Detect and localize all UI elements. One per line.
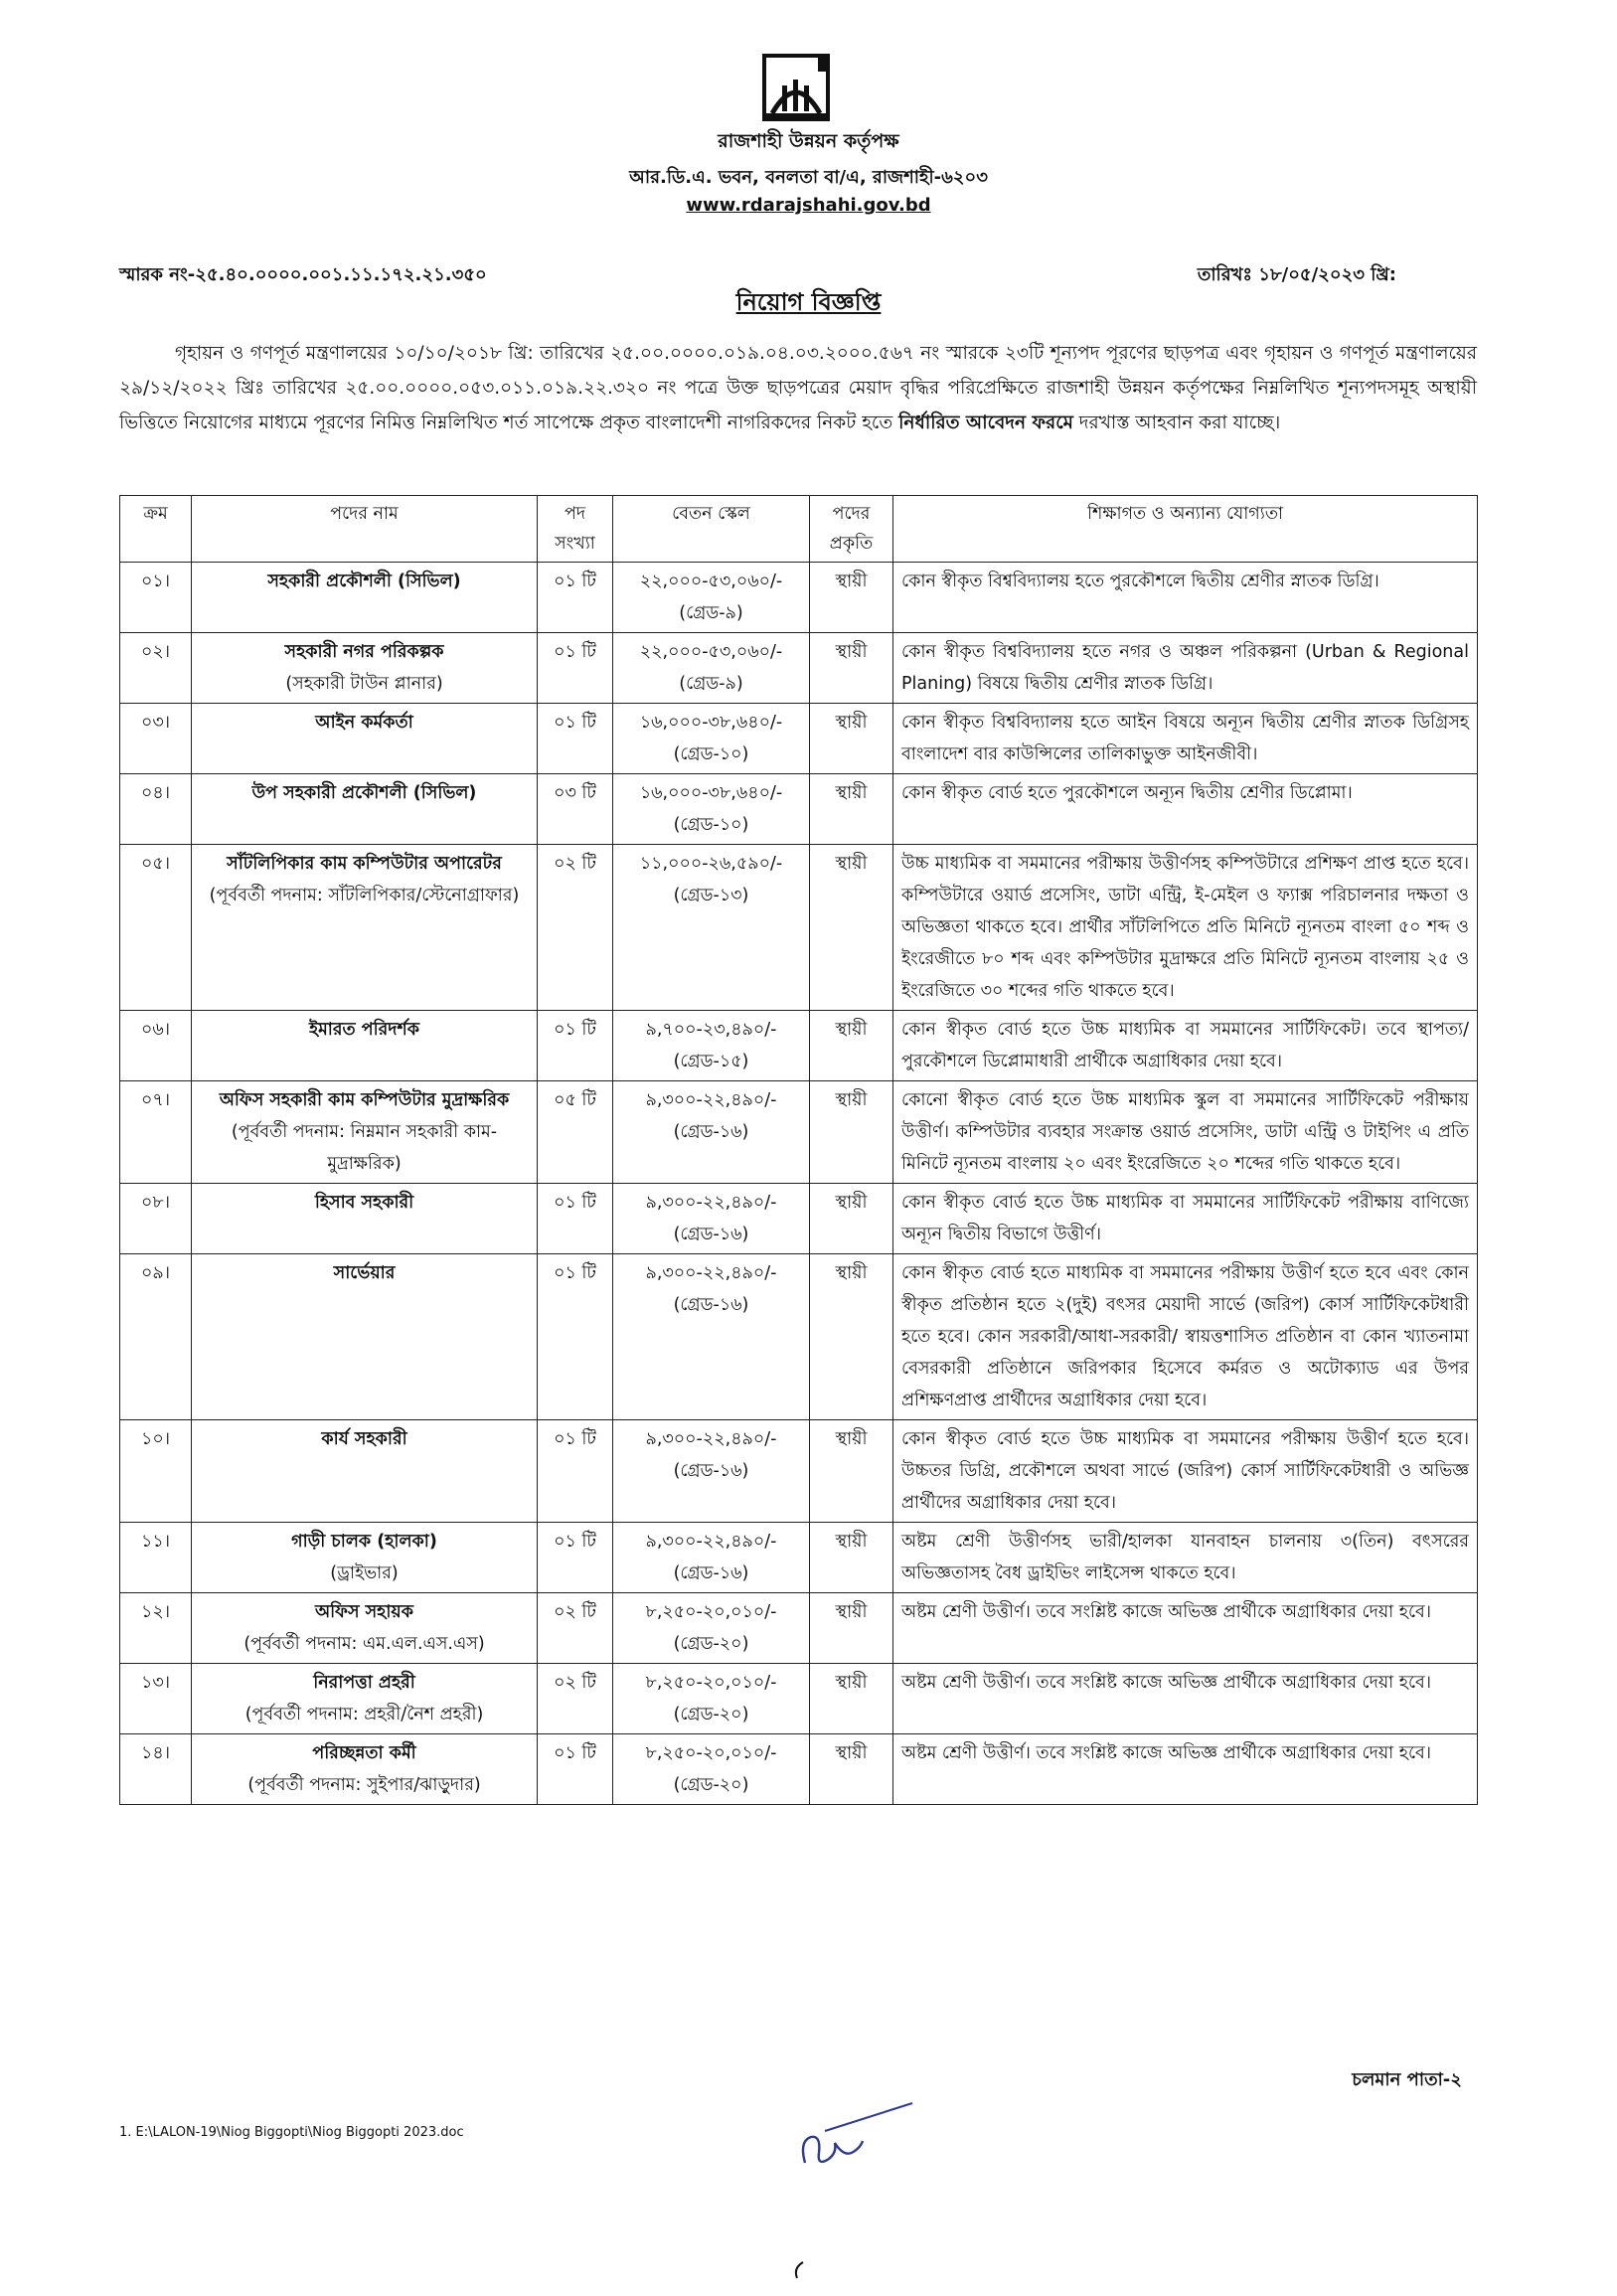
header-post-type: পদের প্রকৃতি [810, 496, 893, 563]
notice-date: তারিখঃ ১৮/০৫/২০২৩ খ্রি: [1197, 264, 1396, 285]
post-type-cell [810, 704, 893, 774]
serial-cell-sl: ০৪। [141, 783, 170, 803]
post-name-cell-title: গাড়ী চালক (হালকা) [291, 1532, 437, 1552]
post-count-cell-count: ০২ টি [554, 1602, 596, 1622]
post-type-cell-type: স্থায়ী [835, 1743, 868, 1763]
table-row [120, 1593, 1478, 1664]
serial-cell-sl: ০১। [141, 572, 170, 591]
post-name-cell-sub: (পূর্ববর্তী পদনাম: নিম্নমান সহকারী কাম-মুদ্রাক্ষরিক) [231, 1122, 498, 1174]
serial-cell-sl: ০৮। [141, 1193, 170, 1213]
serial-cell [120, 845, 192, 1011]
qualification-cell-qual: কোন স্বীকৃত বোর্ড হতে উচ্চ মাধ্যমিক বা সমমানের সার্টিফিকেট পরীক্ষায় বাণিজ্যে অন্যূন দ্বিতীয় বিভাগে উত্তীর্ণ। [901, 1193, 1469, 1244]
salary-cell [613, 563, 810, 633]
table-row [120, 1664, 1478, 1734]
serial-cell-sl: ১৪। [141, 1743, 170, 1763]
salary-cell [613, 1184, 810, 1254]
table-row [120, 1734, 1478, 1805]
post-type-cell-type: স্থায়ী [835, 642, 868, 662]
serial-cell [120, 1664, 192, 1734]
serial-cell [120, 704, 192, 774]
post-name-cell [192, 845, 538, 1011]
qualification-cell-qual: কোন স্বীকৃত বিশ্ববিদ্যালয় হতে নগর ও অঞ্চল পরিকল্পনা (Urban & Regional Planing) বিষয়ে দ্বিতীয় শ্রেণীর স্নাতক ডিগ্রি। [901, 642, 1469, 694]
post-count-cell [538, 1184, 613, 1254]
post-count-cell [538, 1593, 613, 1664]
serial-cell-sl: ০৫। [141, 854, 170, 874]
post-type-cell [810, 1184, 893, 1254]
post-count-cell [538, 704, 613, 774]
post-type-cell-type: স্থায়ী [835, 1602, 868, 1622]
post-name-cell-title: অফিস সহকারী কাম কম্পিউটার মুদ্রাক্ষরিক [219, 1090, 510, 1110]
qualification-cell-qual: অষ্টম শ্রেণী উত্তীর্ণ। তবে সংশ্লিষ্ট কাজে অভিজ্ঞ প্রার্থীকে অগ্রাধিকার দেয়া হবে। [901, 1602, 1432, 1622]
salary-cell [613, 1254, 810, 1420]
post-name-cell-title: পরিচ্ছন্নতা কর্মী [312, 1743, 416, 1763]
post-type-cell-type: স্থায়ী [835, 1263, 868, 1283]
qualification-cell-qual: কোন স্বীকৃত বোর্ড হতে পুরকৌশলে অন্যূন দ্বিতীয় শ্রেণীর ডিপ্লোমা। [901, 783, 1353, 803]
org-name: রাজশাহী উন্নয়ন কর্তৃপক্ষ [718, 130, 899, 152]
table-row [120, 1523, 1478, 1593]
serial-cell-sl: ১১। [141, 1532, 170, 1552]
continued-page-note: চলমান পাতা-২ [1352, 2069, 1462, 2090]
post-name-cell-title: সার্ভেয়ার [333, 1263, 396, 1283]
post-type-cell-type: স্থায়ী [835, 1673, 868, 1693]
post-name-cell [192, 1734, 538, 1805]
file-path: 1. E:\LALON-19\Niog Biggopti\Niog Biggopti 2023.doc [119, 2125, 464, 2140]
serial-cell-sl: ০৭। [140, 1090, 170, 1110]
post-name-cell [192, 774, 538, 845]
serial-cell [120, 1593, 192, 1664]
post-name-cell [192, 563, 538, 633]
serial-cell-sl: ০২। [140, 642, 170, 662]
serial-cell [120, 1184, 192, 1254]
salary-cell-grade: (গ্রেড-১৬) [673, 1225, 749, 1244]
post-name-cell-title: নিরাপত্তা প্রহরী [313, 1673, 415, 1693]
salary-cell [613, 1734, 810, 1805]
post-count-cell-count: ০২ টি [554, 854, 596, 874]
serial-cell [120, 1011, 192, 1081]
header-post-name: পদের নাম [192, 496, 538, 563]
signature-icon [785, 2093, 944, 2193]
post-type-cell [810, 563, 893, 633]
table-row [120, 1011, 1478, 1081]
post-type-cell [810, 1081, 893, 1184]
salary-cell-grade: (গ্রেড-১৫) [673, 1052, 749, 1071]
post-type-cell-type: স্থায়ী [835, 783, 868, 803]
post-count-cell [538, 1011, 613, 1081]
salary-cell-grade: (গ্রেড-১৬) [673, 1563, 749, 1583]
table-row [120, 1420, 1478, 1523]
post-name-cell [192, 1593, 538, 1664]
post-name-cell [192, 1254, 538, 1420]
post-type-cell [810, 1593, 893, 1664]
serial-cell-sl: ১২। [141, 1602, 170, 1622]
salary-cell-grade: (গ্রেড-৯) [679, 674, 743, 694]
qualification-cell [893, 774, 1478, 845]
post-count-cell [538, 563, 613, 633]
post-count-cell [538, 1420, 613, 1523]
intro-paragraph [119, 336, 1477, 440]
salary-cell-salary: ২২,০০০-৫৩,০৬০/- [639, 642, 783, 662]
salary-cell-salary: ৯,৩০০-২২,৪৯০/- [645, 1090, 777, 1110]
table-row [120, 704, 1478, 774]
post-name-cell [192, 704, 538, 774]
post-type-cell [810, 845, 893, 1011]
post-name-cell [192, 1184, 538, 1254]
post-count-cell [538, 845, 613, 1011]
post-type-cell-type: স্থায়ী [835, 713, 868, 733]
serial-cell-sl: ১৩। [141, 1673, 170, 1693]
post-type-cell [810, 633, 893, 704]
org-address: আর.ডি.এ. ভবন, বনলতা বা/এ, রাজশাহী-৬২০৩ [629, 167, 988, 188]
post-name-cell [192, 1420, 538, 1523]
post-count-cell-count: ০১ টি [554, 1532, 596, 1552]
salary-cell-grade: (গ্রেড-১৬) [673, 1122, 749, 1142]
post-name-cell-title: অফিস সহায়ক [315, 1602, 413, 1622]
salary-cell-salary: ৮,২৫০-২০,০১০/- [645, 1602, 777, 1622]
post-type-cell-type: স্থায়ী [835, 1429, 868, 1449]
post-type-cell-type: স্থায়ী [835, 1193, 868, 1213]
salary-cell-salary: ১১,০০০-২৬,৫৯০/- [639, 854, 783, 874]
qualification-cell [893, 845, 1478, 1011]
salary-cell [613, 704, 810, 774]
post-name-cell-title: সহকারী প্রকৌশলী (সিভিল) [267, 572, 461, 591]
post-name-cell-sub: (পূর্ববর্তী পদনাম: সুইপার/ঝাড়ুদার) [247, 1775, 481, 1795]
qualification-cell [893, 633, 1478, 704]
salary-cell [613, 633, 810, 704]
post-name-cell-title: হিসাব সহকারী [314, 1193, 414, 1213]
qualification-cell-qual: অষ্টম শ্রেণী উত্তীর্ণ। তবে সংশ্লিষ্ট কাজে অভিজ্ঞ প্রার্থীকে অগ্রাধিকার দেয়া হবে। [901, 1673, 1432, 1693]
post-name-cell-title: আইন কর্মকর্তা [315, 713, 413, 733]
salary-cell-salary: ৮,২৫০-২০,০১০/- [645, 1743, 777, 1763]
post-count-cell-count: ০১ টি [554, 642, 596, 662]
table-row [120, 633, 1478, 704]
post-type-cell [810, 1011, 893, 1081]
serial-cell-sl: ০৯। [141, 1263, 170, 1283]
intro-bold-text: নির্ধারিত আবেদন ফরমে [898, 412, 1073, 433]
post-type-cell [810, 1523, 893, 1593]
post-name-cell-title: ইমারত পরিদর্শক [308, 1020, 420, 1040]
post-name-cell [192, 1081, 538, 1184]
qualification-cell [893, 704, 1478, 774]
salary-cell [613, 1420, 810, 1523]
qualification-cell-qual: কোনো স্বীকৃত বোর্ড হতে উচ্চ মাধ্যমিক স্কুল বা সমমানের সার্টিফিকেট পরীক্ষায় উত্তীর্ণ। কম্পিউটার ব্যবহার সংক্রান্ত ওয়ার্ড প্রসেসিং, ডাটা এন্ট্রি ও টাইপিং এ প্রতি মিনিটে ন্যূনতম বাংলায় ২০ এবং ইংরেজিতে ২০ শব্দের গতি থাকতে হবে। [901, 1090, 1469, 1174]
post-name-cell [192, 633, 538, 704]
post-name-cell-title: উপ সহকারী প্রকৌশলী (সিভিল) [251, 783, 477, 803]
post-type-cell-type: স্থায়ী [835, 1020, 868, 1040]
post-count-cell-count: ০৩ টি [554, 783, 596, 803]
qualification-cell-qual: অষ্টম শ্রেণী উত্তীর্ণসহ ভারী/হালকা যানবাহন চালনায় ৩(তিন) বৎসরের অভিজ্ঞতাসহ বৈধ ড্রাইভিং লাইসেন্স থাকতে হবে। [901, 1532, 1469, 1583]
post-count-cell-count: ০১ টি [554, 1263, 596, 1283]
post-count-cell-count: ০১ টি [554, 1193, 596, 1213]
post-type-cell [810, 1734, 893, 1805]
post-count-cell-count: ০১ টি [554, 572, 596, 591]
salary-cell-salary: ৯,৩০০-২২,৪৯০/- [645, 1263, 777, 1283]
table-row [120, 1254, 1478, 1420]
post-name-cell [192, 1011, 538, 1081]
salary-cell-salary: ১৬,০০০-৩৮,৬৪০/- [639, 713, 783, 733]
org-website: www.rdarajshahi.gov.bd [686, 195, 931, 216]
salary-cell-grade: (গ্রেড-২০) [673, 1775, 749, 1795]
post-type-cell-type: স্থায়ী [835, 1090, 868, 1110]
serial-cell [120, 774, 192, 845]
table-row [120, 845, 1478, 1011]
post-count-cell-count: ০১ টি [554, 1429, 596, 1449]
table-row [120, 774, 1478, 845]
salary-cell-grade: (গ্রেড-১৩) [673, 886, 749, 905]
qualification-cell [893, 563, 1478, 633]
post-type-cell-type: স্থায়ী [835, 572, 868, 591]
post-name-cell-sub: (পূর্ববর্তী পদনাম: প্রহরী/নৈশ প্রহরী) [244, 1705, 484, 1724]
serial-cell [120, 1420, 192, 1523]
salary-cell-salary: ৮,২৫০-২০,০১০/- [645, 1673, 777, 1693]
qualification-cell-qual: কোন স্বীকৃত বোর্ড হতে উচ্চ মাধ্যমিক বা সমমানের পরীক্ষায় উত্তীর্ণ হতে হবে। উচ্চতর ডিগ্রি, প্রকৌশলে অথবা সার্ভে (জরিপ) কোর্স সার্টিফিকেটধারী ও অভিজ্ঞ প্রার্থীদের অগ্রাধিকার দেয়া হবে। [901, 1429, 1469, 1513]
qualification-cell [893, 1523, 1478, 1593]
qualification-cell-qual: কোন স্বীকৃত বিশ্ববিদ্যালয় হতে পুরকৌশলে দ্বিতীয় শ্রেণীর স্নাতক ডিগ্রি। [901, 572, 1379, 591]
serial-cell-sl: ১০। [141, 1429, 170, 1449]
post-count-cell [538, 1523, 613, 1593]
salary-cell-salary: ৯,৩০০-২২,৪৯০/- [645, 1193, 777, 1213]
post-count-cell-count: ০৫ টি [554, 1090, 596, 1110]
salary-cell [613, 845, 810, 1011]
salary-cell [613, 774, 810, 845]
salary-cell [613, 1011, 810, 1081]
salary-cell [613, 1081, 810, 1184]
table-row [120, 1081, 1478, 1184]
salary-cell-salary: ৯,৭০০-২৩,৪৯০/- [645, 1020, 777, 1040]
salary-cell-grade: (গ্রেড-৯) [679, 603, 743, 623]
post-count-cell [538, 1734, 613, 1805]
post-name-cell-sub: (সহকারী টাউন প্লানার) [285, 674, 443, 694]
qualification-cell-qual: উচ্চ মাধ্যমিক বা সমমানের পরীক্ষায় উত্তীর্ণসহ কম্পিউটারে প্রশিক্ষণ প্রাপ্ত হতে হবে। কম্পিউটারে ওয়ার্ড প্রসেসিং, ডাটা এন্ট্রি, ই-মেইল ও ফ্যাক্স পরিচালনার দক্ষতা ও অভিজ্ঞতা থাকতে হবে। প্রার্থীর সাঁটলিপিতে প্রতি মিনিটে ন্যূনতম বাংলা ৫০ শব্দ ও ইংরেজীতে ৮০ শব্দ এবং কম্পিউটার মুদ্রাক্ষরে প্রতি মিনিটে ন্যূনতম বাংলায় ২৫ ও ইংরেজিতে ৩০ শব্দের গতি থাকতে হবে। [901, 854, 1469, 1001]
post-type-cell-type: স্থায়ী [835, 1532, 868, 1552]
intro-tail: দরখাস্ত আহবান করা যাচ্ছে। [1078, 412, 1281, 433]
header-post-count: পদ সংখ্যা [538, 496, 613, 563]
header-qualification: শিক্ষাগত ও অন্যান্য যোগ্যতা [893, 496, 1478, 563]
qualification-cell [893, 1011, 1478, 1081]
post-name-cell-title: সাঁটলিপিকার কাম কম্পিউটার অপারেটর [227, 854, 502, 874]
serial-cell [120, 563, 192, 633]
salary-cell-salary: ২২,০০০-৫৩,০৬০/- [639, 572, 783, 591]
rda-emblem-icon [760, 52, 832, 133]
notice-title: নিয়োগ বিজ্ঞপ্তি [735, 288, 882, 316]
post-count-cell [538, 774, 613, 845]
post-count-cell-count: ০১ টি [554, 1743, 596, 1763]
post-count-cell [538, 633, 613, 704]
post-name-cell-title: সহকারী নগর পরিকল্পক [284, 642, 444, 662]
header-sl: ক্রম [120, 496, 192, 563]
serial-cell [120, 633, 192, 704]
table-row [120, 1184, 1478, 1254]
salary-cell-salary: ১৬,০০০-৩৮,৬৪০/- [639, 783, 783, 803]
serial-cell [120, 1254, 192, 1420]
post-count-cell-count: ০২ টি [554, 1673, 596, 1693]
post-name-cell-title: কার্য সহকারী [321, 1429, 407, 1449]
table-header-row [120, 496, 1478, 563]
salary-cell-salary: ৯,৩০০-২২,৪৯০/- [645, 1429, 777, 1449]
serial-cell [120, 1523, 192, 1593]
qualification-cell-qual: অষ্টম শ্রেণী উত্তীর্ণ। তবে সংশ্লিষ্ট কাজে অভিজ্ঞ প্রার্থীকে অগ্রাধিকার দেয়া হবে। [901, 1743, 1432, 1763]
qualification-cell [893, 1254, 1478, 1420]
post-count-cell [538, 1664, 613, 1734]
post-type-cell [810, 1420, 893, 1523]
post-type-cell [810, 1664, 893, 1734]
serial-cell [120, 1081, 192, 1184]
post-type-cell-type: স্থায়ী [835, 854, 868, 874]
post-name-cell-sub: (ড্রাইভার) [330, 1563, 399, 1583]
salary-cell-salary: ৯,৩০০-২২,৪৯০/- [645, 1532, 777, 1552]
serial-cell-sl: ০৬। [140, 1020, 170, 1040]
vacancy-table [119, 495, 1478, 1805]
salary-cell [613, 1523, 810, 1593]
qualification-cell [893, 1734, 1478, 1805]
post-name-cell [192, 1523, 538, 1593]
post-name-cell [192, 1664, 538, 1734]
qualification-cell-qual: কোন স্বীকৃত বিশ্ববিদ্যালয় হতে আইন বিষয়ে অন্যূন দ্বিতীয় শ্রেণীর স্নাতক ডিগ্রিসহ বাংলাদেশ বার কাউন্সিলের তালিকাভুক্ত আইনজীবী। [901, 713, 1469, 764]
serial-cell-sl: ০৩। [140, 713, 170, 733]
qualification-cell [893, 1184, 1478, 1254]
scan-mark-icon [785, 2256, 815, 2286]
salary-cell-grade: (গ্রেড-১৬) [673, 1461, 749, 1481]
salary-cell-grade: (গ্রেড-২০) [673, 1634, 749, 1654]
intro-text: গৃহায়ন ও গণপূর্ত মন্ত্রণালয়ের ১০/১০/২০১৮ খ্রি: তারিখের ২৫.০০.০০০০.০১৯.০৪.০৩.২০০০.৫৬৭ নং স্মারকে ২৩টি শূন্যপদ পূরণের ছাড়পত্র এবং গৃহায়ন ও গণপূর্ত মন্ত্রণালয়ের ২৯/১২/২০২২ খ্রিঃ তারিখের ২৫.০০.০০০০.০৫৩.০১১.০১৯.২২.৩২০ নং পত্রে উক্ত ছাড়পত্রের মেয়াদ বৃদ্ধির পরিপ্রেক্ষিতে রাজশাহী উন্নয়ন কর্তৃপক্ষের নিম্নলিখিত শূন্যপদসমূহ অস্থায়ী ভিত্তিতে নিয়োগের মাধ্যমে পূরণের নিমিত্ত নিম্নলিখিত শর্ত সাপেক্ষে প্রকৃত বাংলাদেশী নাগরিকদের নিকট হতে [119, 343, 1477, 433]
qualification-cell [893, 1420, 1478, 1523]
qualification-cell [893, 1081, 1478, 1184]
post-count-cell [538, 1081, 613, 1184]
post-type-cell [810, 774, 893, 845]
qualification-cell-qual: কোন স্বীকৃত বোর্ড হতে উচ্চ মাধ্যমিক বা সমমানের সার্টিফিকেট। তবে স্থাপত্য/পুরকৌশলে ডিপ্লোমাধারী প্রার্থীকে অগ্রাধিকার দেয়া হবে। [901, 1020, 1469, 1071]
post-count-cell-count: ০১ টি [554, 713, 596, 733]
table-row [120, 563, 1478, 633]
post-count-cell [538, 1254, 613, 1420]
salary-cell-grade: (গ্রেড-১০) [673, 744, 749, 764]
qualification-cell-qual: কোন স্বীকৃত বোর্ড হতে মাধ্যমিক বা সমমানের পরীক্ষায় উত্তীর্ণ হতে হবে এবং কোন স্বীকৃত প্রতিষ্ঠান হতে ২(দুই) বৎসর মেয়াদী সার্ভে (জরিপ) কোর্স সার্টিফিকেটধারী হতে হবে। কোন সরকারী/আধা-সরকারী/ স্বায়ত্তশাসিত প্রতিষ্ঠান বা কোন খ্যাতনামা বেসরকারী প্রতিষ্ঠানে জরিপকার হিসেবে কর্মরত ও অটোক্যাড এর উপর প্রশিক্ষণপ্রাপ্ত প্রার্থীদের অগ্রাধিকার দেয়া হবে। [901, 1263, 1469, 1410]
post-type-cell [810, 1254, 893, 1420]
post-count-cell-count: ০১ টি [554, 1020, 596, 1040]
header-salary-scale: বেতন স্কেল [613, 496, 810, 563]
salary-cell-grade: (গ্রেড-১৬) [673, 1295, 749, 1315]
salary-cell [613, 1593, 810, 1664]
salary-cell [613, 1664, 810, 1734]
salary-cell-grade: (গ্রেড-২০) [673, 1705, 749, 1724]
qualification-cell [893, 1664, 1478, 1734]
post-name-cell-sub: (পূর্ববর্তী পদনাম: সাঁটলিপিকার/স্টেনোগ্রাফার) [209, 886, 520, 905]
qualification-cell [893, 1593, 1478, 1664]
post-name-cell-sub: (পূর্ববর্তী পদনাম: এম.এল.এস.এস) [243, 1634, 485, 1654]
memo-number: স্মারক নং-২৫.৪০.০০০০.০০১.১১.১৭২.২১.৩৫০ [119, 264, 487, 285]
salary-cell-grade: (গ্রেড-১০) [673, 815, 749, 835]
serial-cell [120, 1734, 192, 1805]
